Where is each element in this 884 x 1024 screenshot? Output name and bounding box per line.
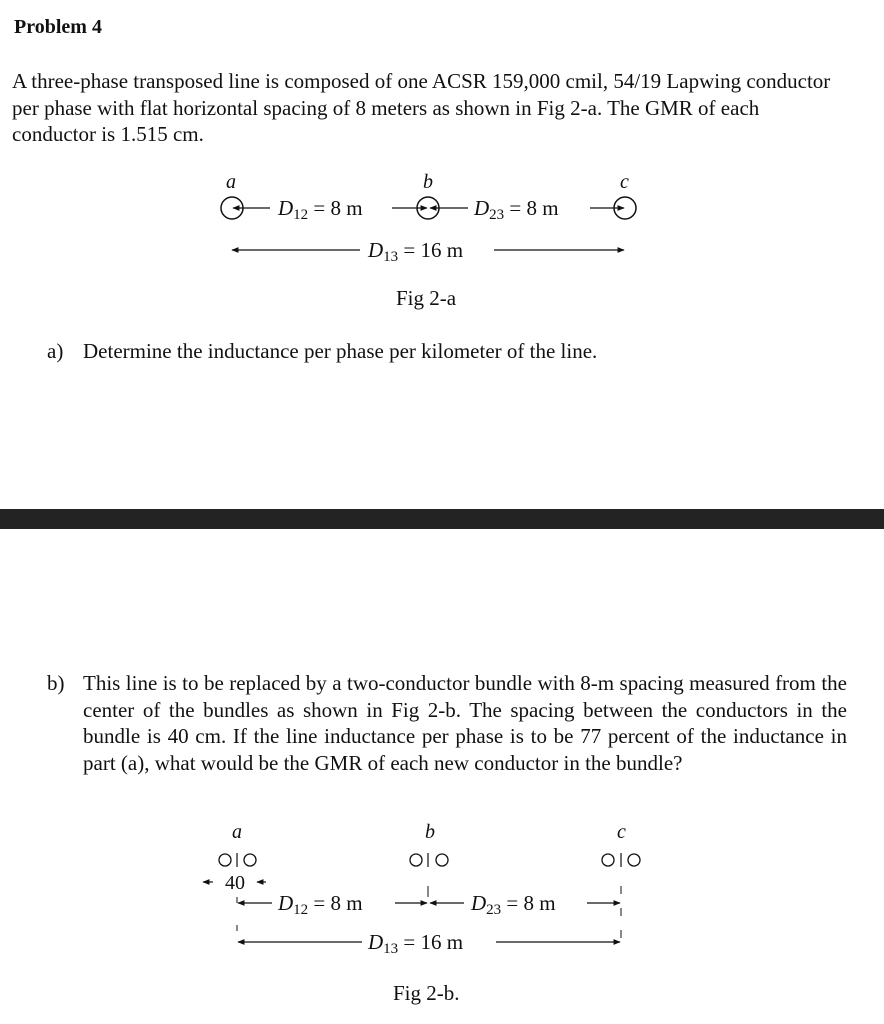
fig-b-label-a: a [232, 821, 242, 843]
problem-intro: A three-phase transposed line is composed of one ACSR 159,000 cmil, 54/19 Lapwing conductor per phase with flat horizontal spacing of 8 meters as shown in Fig 2-a. The GMR of each conductor is 1.515 cm. [12, 69, 831, 146]
section-divider [0, 509, 884, 529]
fig-b-bundle-b-left [410, 854, 422, 866]
fig-b-label-b: b [425, 821, 435, 843]
part-b-label: b) [47, 671, 65, 695]
part-b [47, 670, 847, 776]
fig-b-caption: Fig 2-b. [393, 981, 460, 1005]
part-a-label: a) [47, 339, 64, 363]
problem-title: Problem 4 [14, 16, 102, 38]
fig-a-label-b: b [423, 171, 433, 193]
fig-a-d23-label: D23 = 8 m [474, 196, 559, 223]
fig-a-label-c: c [620, 171, 629, 193]
fig-b-bundle-a-right [244, 854, 256, 866]
fig-b-bundle-b-right [436, 854, 448, 866]
fig-b-bundle-c-left [602, 854, 614, 866]
fig-b-spacing-label: 40 [225, 872, 245, 894]
part-b-text: This line is to be replaced by a two-conductor bundle with 8-m spacing measured from the center of the bundles as shown in Fig 2-b. The spacing between the conductors in the bundle is 40 cm. If the line inductance per phase is to be 77 percent of the inductance in part (a), what would be the GMR of each new conductor in the bundle? [83, 671, 847, 775]
fig-b-d13-label: D13 = 16 m [368, 930, 464, 957]
figure-2b [203, 821, 640, 1005]
fig-b-d23-label: D23 = 8 m [471, 891, 556, 918]
fig-a-label-a: a [226, 171, 236, 193]
fig-a-caption: Fig 2-a [396, 286, 457, 310]
fig-a-d12-label: D12 = 8 m [278, 196, 363, 223]
fig-b-label-c: c [617, 821, 626, 843]
fig-b-d12-label: D12 = 8 m [278, 891, 363, 918]
fig-a-d13-label: D13 = 16 m [368, 238, 464, 265]
part-a-text: Determine the inductance per phase per kilometer of the line. [83, 339, 598, 363]
part-a [47, 339, 597, 364]
fig-b-bundle-a-left [219, 854, 231, 866]
fig-b-bundle-c-right [628, 854, 640, 866]
